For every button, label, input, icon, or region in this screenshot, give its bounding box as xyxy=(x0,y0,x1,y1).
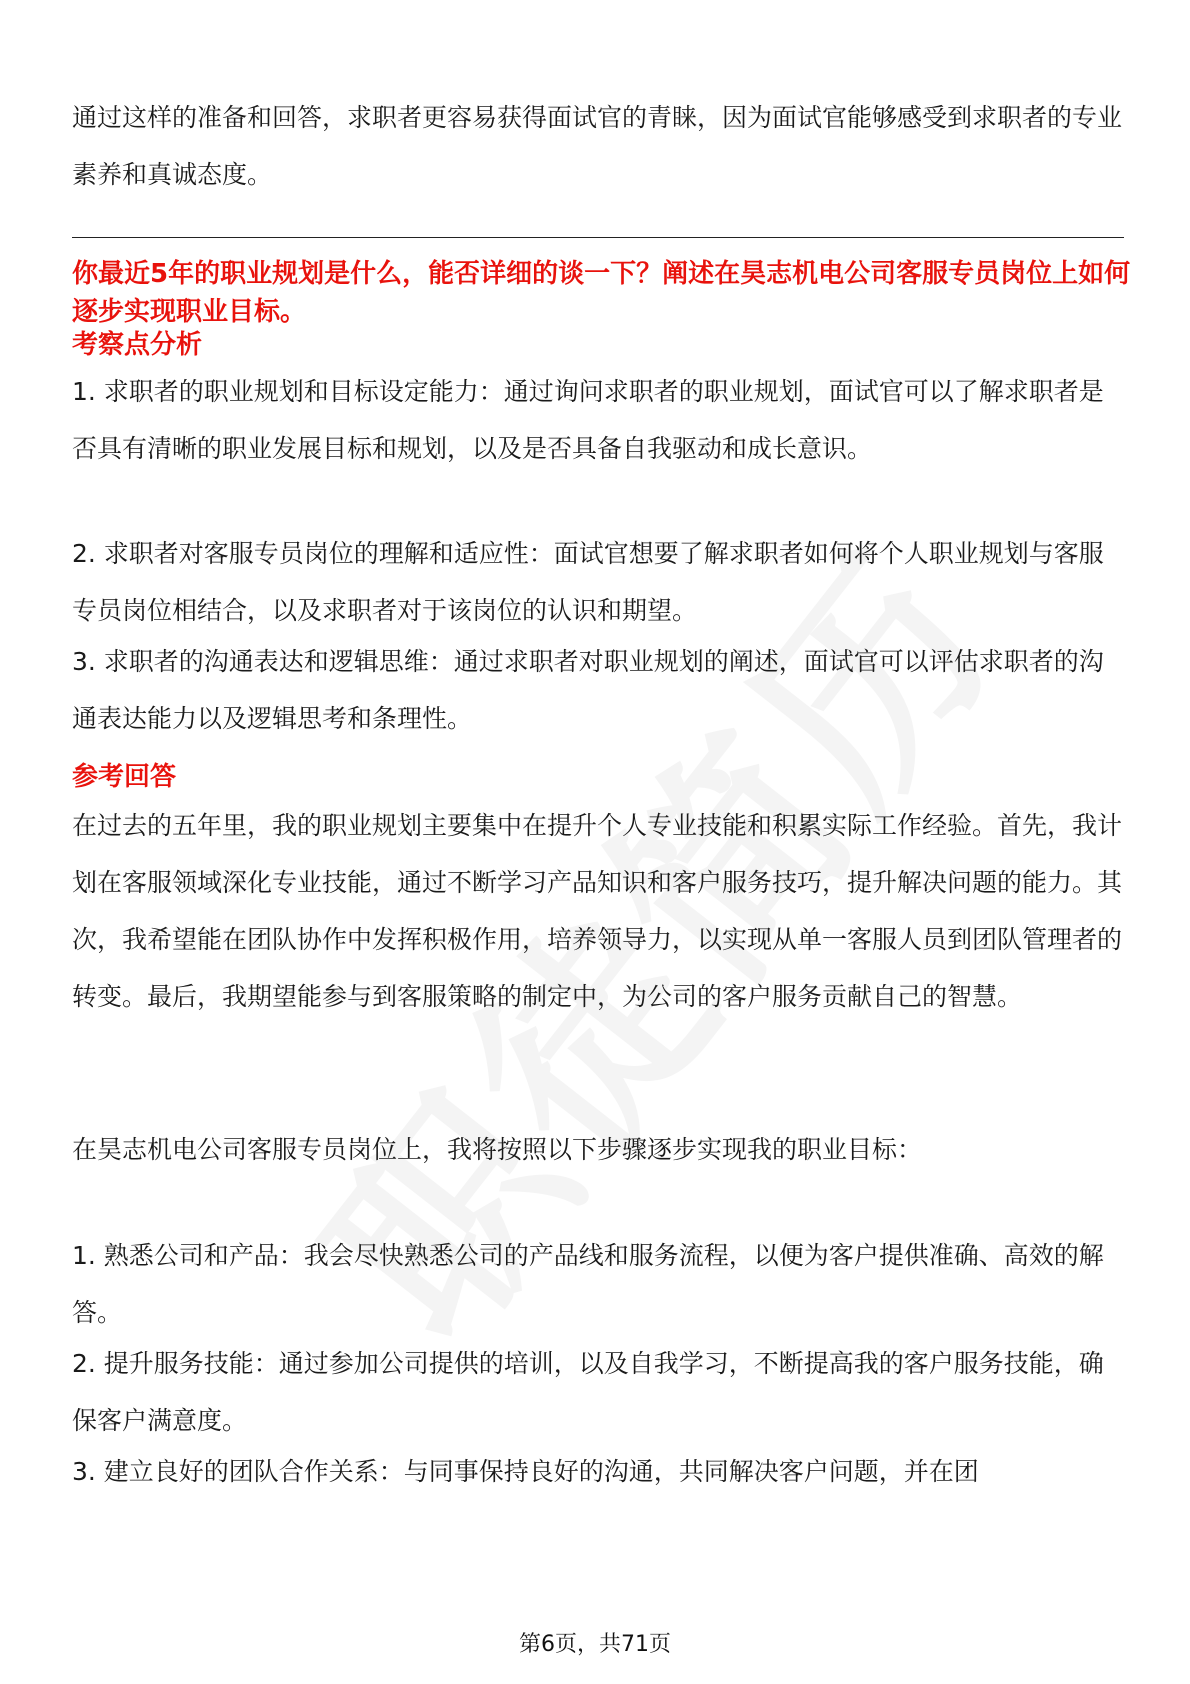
answer-step-3: 3. 建立良好的团队合作关系：与同事保持良好的沟通，共同解决客户问题，并在团 xyxy=(72,1457,979,1486)
page-number: 第6页，共71页 xyxy=(519,1632,671,1657)
answer-paragraph-2: 在昊志机电公司客服专员岗位上，我将按照以下步骤逐步实现我的职业目标： xyxy=(72,1135,923,1164)
analysis-item-1: 1. 求职者的职业规划和目标设定能力：通过询问求职者的职业规划，面试官可以了解求职者是否具有清晰的职业发展目标和规划，以及是否具备自我驱动和成长意识。 xyxy=(72,377,1104,463)
section-divider xyxy=(72,237,1124,238)
answer-paragraph-1: 在过去的五年里，我的职业规划主要集中在提升个人专业技能和积累实际工作经验。首先，我计划在客服领域深化专业技能，通过不断学习产品知识和客户服务技巧，提升解决问题的能力。其次，我希望能在团队协作中发挥积极作用，培养领导力，以实现从单一客服人员到团队管理者的转变。最后，我期望能参与到客服策略的制定中，为公司的客户服务贡献自己的智慧。 xyxy=(72,811,1123,1011)
analysis-item-3: 3. 求职者的沟通表达和逻辑思维：通过求职者对职业规划的阐述，面试官可以评估求职者的沟通表达能力以及逻辑思考和条理性。 xyxy=(72,647,1104,733)
answer-step-1: 1. 熟悉公司和产品：我会尽快熟悉公司的产品线和服务流程，以便为客户提供准确、高效的解答。 xyxy=(72,1241,1104,1327)
intro-paragraph: 通过这样的准备和回答，求职者更容易获得面试官的青睐，因为面试官能够感受到求职者的专业素养和真诚态度。 xyxy=(72,103,1123,189)
interview-question: 你最近5年的职业规划是什么，能否详细的谈一下？阐述在昊志机电公司客服专员岗位上如何逐步实现职业目标。 xyxy=(72,259,1131,327)
answer-step-2: 2. 提升服务技能：通过参加公司提供的培训，以及自我学习，不断提高我的客户服务技能，确保客户满意度。 xyxy=(72,1349,1104,1435)
analysis-heading: 考察点分析 xyxy=(72,330,203,360)
answer-heading: 参考回答 xyxy=(72,762,177,792)
analysis-item-2: 2. 求职者对客服专员岗位的理解和适应性：面试官想要了解求职者如何将个人职业规划与客服专员岗位相结合，以及求职者对于该岗位的认识和期望。 xyxy=(72,539,1104,625)
